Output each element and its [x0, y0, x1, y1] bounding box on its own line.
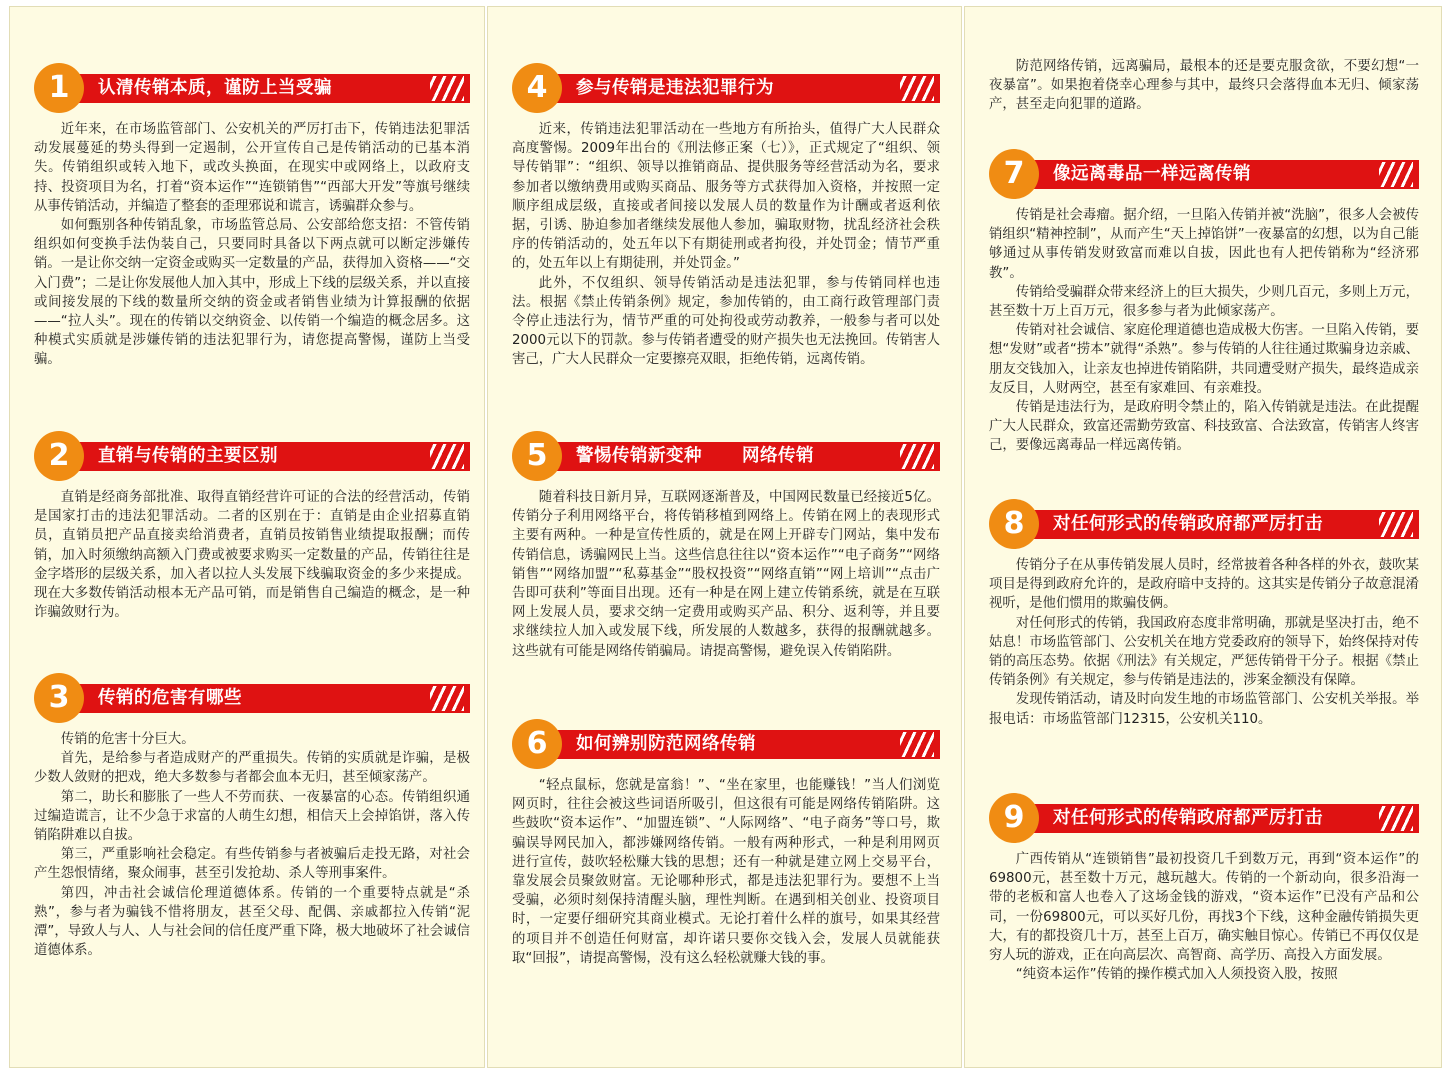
paragraph: 近来，传销违法犯罪活动在一些地方有所抬头，值得广大人民群众高度警惕。2009年出台的《刑法修正案（七）》，正式规定了“组织、领导传销罪”：“组织、领导以推销商品、提供服务等经营活动为名，要求参加者以缴纳费用或购买商品、服务等方式获得加入资格，并按照一定顺序组成层级，直接或者间接以发展人员的数量作为计酬或者返利依据，引诱、胁迫参加者继续发展他人参加，骗取财物，扰乱经济社会秩序的传销活动的，处五年以下有期徒刑或者拘役，并处罚金；情节严重的，处五年以上有期徒刑，并处罚金。”: [512, 122, 940, 272]
section-heading: [512, 63, 940, 113]
paragraph: 直销是经商务部批准、取得直销经营许可证的合法的经营活动，传销是国家打击的违法犯罪活动。二者的区别在于：直销是由企业招募直销员，直销员把产品直接卖给消费者，直销员按销售业绩提取报酬；而传销，加入时须缴纳高额入门费或被要求购买一定数量的产品，传销往往是金字塔形的层级关系，加入者以拉人头发展下线骗取资金的多少来提成。现在大多数传销活动根本无产品可销，而是销售自己编造的概念，是一种诈骗敛财行为。: [34, 490, 470, 621]
paragraph: 传销是违法行为，是政府明令禁止的，陷入传销就是违法。在此提醒广大人民群众，致富还需勤劳致富、科技致富、合法致富，传销害人终害己，要像远离毒品一样远离传销。: [989, 400, 1419, 454]
section-heading: [989, 793, 1419, 843]
section-heading: [34, 431, 470, 481]
section-number-badge: 4: [512, 63, 562, 113]
section-heading: [989, 499, 1419, 549]
section-title-banner: [78, 684, 470, 713]
section-8: [989, 499, 1419, 729]
section-4: [512, 63, 940, 370]
section-3: [34, 673, 470, 960]
paragraph: “纯资本运作”传销的操作模式加入人须投资入股，按照: [1015, 967, 1338, 983]
section-title: 像远离毒品一样远离传销: [1053, 164, 1251, 184]
panel-middle: [487, 6, 962, 1068]
stripes-icon: [1379, 512, 1413, 537]
paragraph: 第四，冲击社会诚信伦理道德体系。传销的一个重要特点就是“杀熟”，参与者为骗钱不惜将朋友，甚至父母、配偶、亲戚都拉入传销“泥潭”，导致人与人、人与社会间的信任度严重下降，极大地破坏了社会诚信道德体系。: [34, 885, 470, 959]
paragraph: 近年来，在市场监管部门、公安机关的严厉打击下，传销违法犯罪活动发展蔓延的势头得到一定遏制，公开宣传自己是传销活动的已基本消失。传销组织或转入地下，或改头换面，在现实中或网络上，以政府支持、投资项目为名，打着“资本运作”“连锁销售”“西部大开发”等旗号继续从事传销活动，并编造了整套的歪理邪说和谎言，诱骗群众参与。: [34, 122, 470, 214]
section-body: [989, 850, 1419, 984]
paragraph: 随着科技日新月异，互联网逐渐普及，中国网民数量已经接近5亿。传销分子利用网络平台，将传销移植到网络上。传销在网上的表现形式主要有两种。一种是宣传性质的，就是在网上开辟专门网站，集中发布传销信息，诱骗网民上当。这些信息往往以“资本运作”“电子商务”“网络销售”“网络加盟”“私募基金”“股权投资”“网络直销”“网上培训”“点击广告即可获利”等面目出现。还有一种是在网上建立传销系统，就是在互联网上发展人员，要求交纳一定费用或购买产品、积分、返利等，并且要求继续拉人加入或发展下线，所发展的人数越多，获得的报酬就越多。这些就有可能是网络传销骗局。请提高警惕，避免误入传销陷阱。: [512, 490, 940, 659]
panel-right: [964, 6, 1442, 1068]
paragraph: 此外，不仅组织、领导传销活动是违法犯罪，参与传销同样也违法。根据《禁止传销条例》规定，参加传销的，由工商行政管理部门责令停止违法行为，情节严重的可处拘役或劳动教养，一般参与者可以处2000元以下的罚款。参与传销者遭受的财产损失也无法挽回。传销害人害己，广大人民群众一定要擦亮双眼，拒绝传销，远离传销。: [512, 275, 940, 368]
section-number-badge: 1: [34, 63, 84, 113]
section-title-banner: [556, 442, 940, 471]
section-heading: [34, 63, 470, 113]
paragraph: 第三，严重影响社会稳定。有些传销参与者被骗后走投无路，对社会产生怨恨情绪，聚众闹事，甚至引发抢劫、杀人等刑事案件。: [34, 847, 470, 882]
paragraph: 首先，是给参与者造成财产的严重损失。传销的实质就是诈骗，是极少数人敛财的把戏，绝大多数参与者都会血本无归，甚至倾家荡产。: [34, 751, 470, 786]
paragraph: 传销给受骗群众带来经济上的巨大损失，少则几百元，多则上万元，甚至数十万上百万元，很多参与者为此倾家荡产。: [989, 284, 1419, 320]
section-title: 如何辨别防范网络传销: [576, 734, 756, 754]
section-title: [576, 442, 814, 471]
section-title: 参与传销是违法犯罪行为: [576, 78, 774, 98]
section-title-banner: [1033, 510, 1419, 539]
section-number-badge: 2: [34, 431, 84, 481]
paragraph: “轻点鼠标，您就是富翁！”、“坐在家里，也能赚钱！”当人们浏览网页时，往往会被这些词语所吸引，但这很有可能是网络传销陷阱。这些鼓吹“资本运作”、“加盟连锁”、“人际网络”、“电子商务”等口号，欺骗误导网民加入，都涉嫌网络传销。一般有两种形式，一种是利用网页进行宣传，鼓吹轻松赚大钱的思想；还有一种就是建立网上交易平台，靠发展会员聚敛财富。无论哪种形式，都是违法犯罪行为。要想不上当受骗，必须时刻保持清醒头脑，理性判断。在遇到相关创业、投资项目时，一定要仔细研究其商业模式。无论打着什么样的旗号，如果其经营的项目并不创造任何财富，却许诺只要你交钱入会，发展人员就能获取“回报”，请提高警惕，没有这么轻松就赚大钱的事。: [512, 778, 940, 966]
section-body: [34, 488, 470, 622]
panel-intro: [989, 57, 1419, 115]
section-title: 直销与传销的主要区别: [98, 446, 278, 466]
section-number-badge: 7: [989, 149, 1039, 199]
paragraph: 传销分子在从事传销发展人员时，经常披着各种各样的外衣，鼓吹某项目是得到政府允许的，是政府暗中支持的。这其实是传销分子故意混淆视听，是他们惯用的欺骗伎俩。: [989, 558, 1419, 612]
section-title-main: 警惕传销新变种: [576, 446, 702, 466]
section-title-banner: [556, 74, 940, 103]
stripes-icon: [1379, 162, 1413, 187]
section-title-banner: [78, 74, 470, 103]
stripes-icon: [430, 686, 464, 711]
panel-left: [9, 6, 485, 1068]
section-title: 认清传销本质，谨防上当受骗: [98, 78, 332, 98]
section-body: [34, 730, 470, 960]
section-title-banner: [1033, 804, 1419, 833]
section-heading: [989, 149, 1419, 199]
paragraph: 发现传销活动，请及时向发生地的市场监管部门、公安机关举报。举报电话：市场监管部门12315，公安机关110。: [989, 692, 1419, 727]
stripes-icon: [1379, 806, 1413, 831]
section-heading: [512, 431, 940, 481]
section-body: [512, 120, 940, 370]
section-2: [34, 431, 470, 622]
section-body: [989, 206, 1419, 456]
section-title-banner: [78, 442, 470, 471]
section-heading: [512, 719, 940, 769]
section-6: [512, 719, 940, 968]
section-7: [989, 149, 1419, 456]
section-body: [512, 488, 940, 661]
paragraph: 防范网络传销，远离骗局，最根本的还是要克服贪欲，不要幻想“一夜暴富”。如果抱着侥幸心理参与其中，最终只会落得血本无归、倾家荡产，甚至走向犯罪的道路。: [989, 59, 1419, 113]
paragraph: 如何甄别各种传销乱象，市场监管总局、公安部给您支招：不管传销组织如何变换手法伪装自己，只要同时具备以下两点就可以断定涉嫌传销。一是让你交纳一定资金或购买一定数量的产品，获得加入资格——“交入门费”；二是让你发展他人加入其中，形成上下线的层级关系，并以直接或间接发展的下线的数量所交纳的资金或者销售业绩为计算报酬的依据——“拉人头”。现在的传销以交纳资金、以传销一个编造的概念居多。这种模式实质就是涉嫌传销的违法犯罪行为，请您提高警惕，谨防上当受骗。: [34, 218, 470, 368]
paragraph: 传销是社会毒瘤。据介绍，一旦陷入传销并被“洗脑”，很多人会被传销组织“精神控制”，从而产生“天上掉馅饼”一夜暴富的幻想，以为自己能够通过从事传销发财致富而难以自拔，因此也有人把传销称为“经济邪教”。: [989, 208, 1419, 281]
section-number-badge: 9: [989, 793, 1039, 843]
section-heading: [34, 673, 470, 723]
paragraph: 第二，助长和膨胀了一些人不劳而获、一夜暴富的心态。传销组织通过编造谎言，让不少急于求富的人萌生幻想，相信天上会掉馅饼，落入传销陷阱难以自拔。: [34, 789, 470, 844]
stripes-icon: [430, 76, 464, 101]
section-5: [512, 431, 940, 661]
section-title-sub: 网络传销: [742, 446, 814, 466]
section-number-badge: 6: [512, 719, 562, 769]
paragraph: 传销的危害十分巨大。: [60, 732, 195, 747]
section-title-banner: [1033, 160, 1419, 189]
section-body: [989, 556, 1419, 729]
stripes-icon: [900, 732, 934, 757]
section-title: 对任何形式的传销政府都严厉打击: [1053, 514, 1323, 534]
section-9: [989, 793, 1419, 984]
section-body: [512, 776, 940, 968]
section-title: 对任何形式的传销政府都严厉打击: [1053, 808, 1323, 828]
section-title-banner: [556, 730, 940, 759]
section-number-badge: 5: [512, 431, 562, 481]
paragraph: 对任何形式的传销，我国政府态度非常明确，那就是坚决打击，绝不姑息！市场监管部门、公安机关在地方党委政府的领导下，始终保持对传销的高压态势。依据《刑法》有关规定，严惩传销骨干分子。根据《禁止传销条例》有关规定，参与传销是违法的，涉案金额没有保障。: [989, 615, 1419, 689]
stripes-icon: [900, 76, 934, 101]
stripes-icon: [430, 444, 464, 469]
section-body: [34, 120, 470, 370]
section-number-badge: 8: [989, 499, 1039, 549]
paragraph: 广西传销从“连锁销售”最初投资几千到数万元，再到“资本运作”的69800元，甚至数十万元，越玩越大。传销的一个新动向，很多沿海一带的老板和富人也卷入了这场金钱的游戏，“资本运作”已没有产品和公司，一份69800元，可以买好几份，再找3个下线，这种金融传销损失更大，有的都投资几十万，甚至上百万，确实触目惊心。传销已不再仅仅是穷人玩的游戏，正在向高层次、高智商、高学历、高投入方面发展。: [989, 852, 1419, 964]
paragraph: 传销对社会诚信、家庭伦理道德也造成极大伤害。一旦陷入传销，要想“发财”或者“捞本”就得“杀熟”。参与传销的人往往通过欺骗身边亲戚、朋友交钱加入，让亲友也掉进传销陷阱，共同遭受财产损失，最终造成亲友反目，人财两空，甚至有家难回、有亲难投。: [989, 323, 1419, 396]
section-number-badge: 3: [34, 673, 84, 723]
section-1: [34, 63, 470, 370]
stripes-icon: [900, 444, 934, 469]
section-title: 传销的危害有哪些: [98, 688, 242, 708]
